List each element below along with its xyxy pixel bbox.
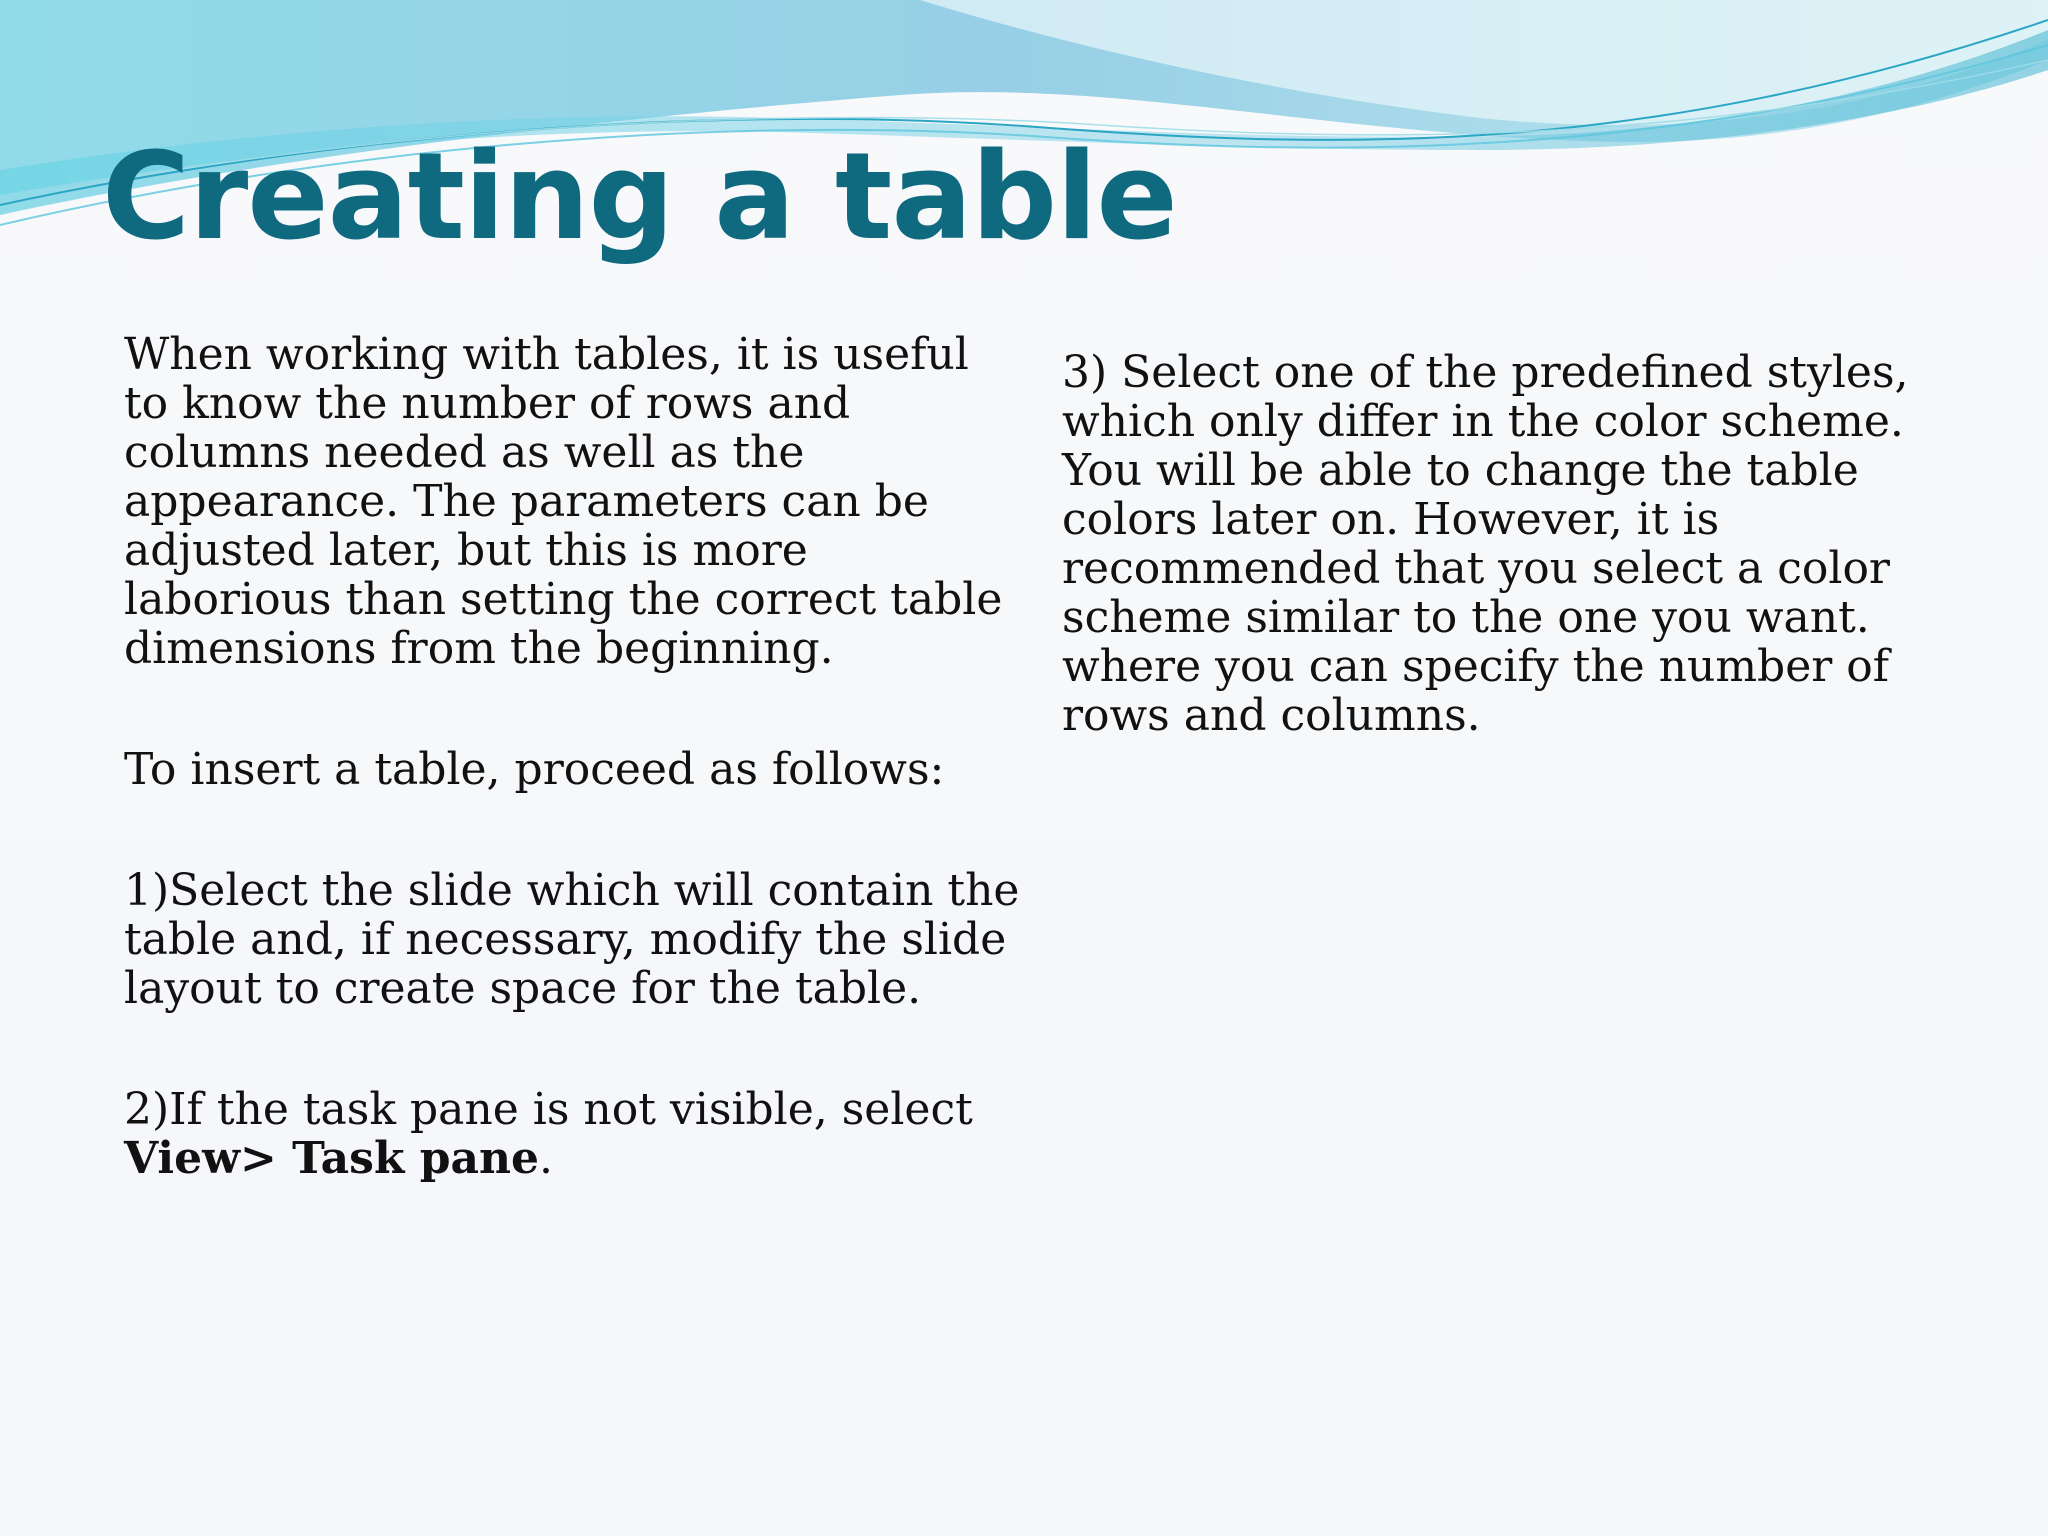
left-column bbox=[124, 330, 1024, 1183]
slide-title: Creating a table bbox=[102, 128, 1177, 267]
step-2-text: 2)If the task pane is not visible, select bbox=[124, 1084, 973, 1135]
step-2-paragraph bbox=[124, 1085, 1024, 1183]
right-column bbox=[1062, 348, 1992, 740]
step-2-suffix: . bbox=[539, 1133, 554, 1184]
step-1-paragraph: 1)Select the slide which will contain the table and, if necessary, modify the slide layout to create space for the table. bbox=[124, 865, 1020, 1014]
step-2-menu-path: View> Task pane bbox=[124, 1133, 540, 1184]
lead-in-paragraph: To insert a table, proceed as follows: bbox=[124, 744, 945, 795]
step-3-paragraph: 3) Select one of the predefined styles, which only differ in the color scheme. You will be able to change the table colors later on. However, it is recommended that you select a color scheme similar to the one you want. where you can specify the number of rows and columns. bbox=[1062, 347, 1909, 741]
intro-paragraph: When working with tables, it is useful to know the number of rows and columns needed as well as the appearance. The parameters can be adjusted later, but this is more laborious than setting the correct table dimensions from the beginning. bbox=[124, 329, 1003, 674]
